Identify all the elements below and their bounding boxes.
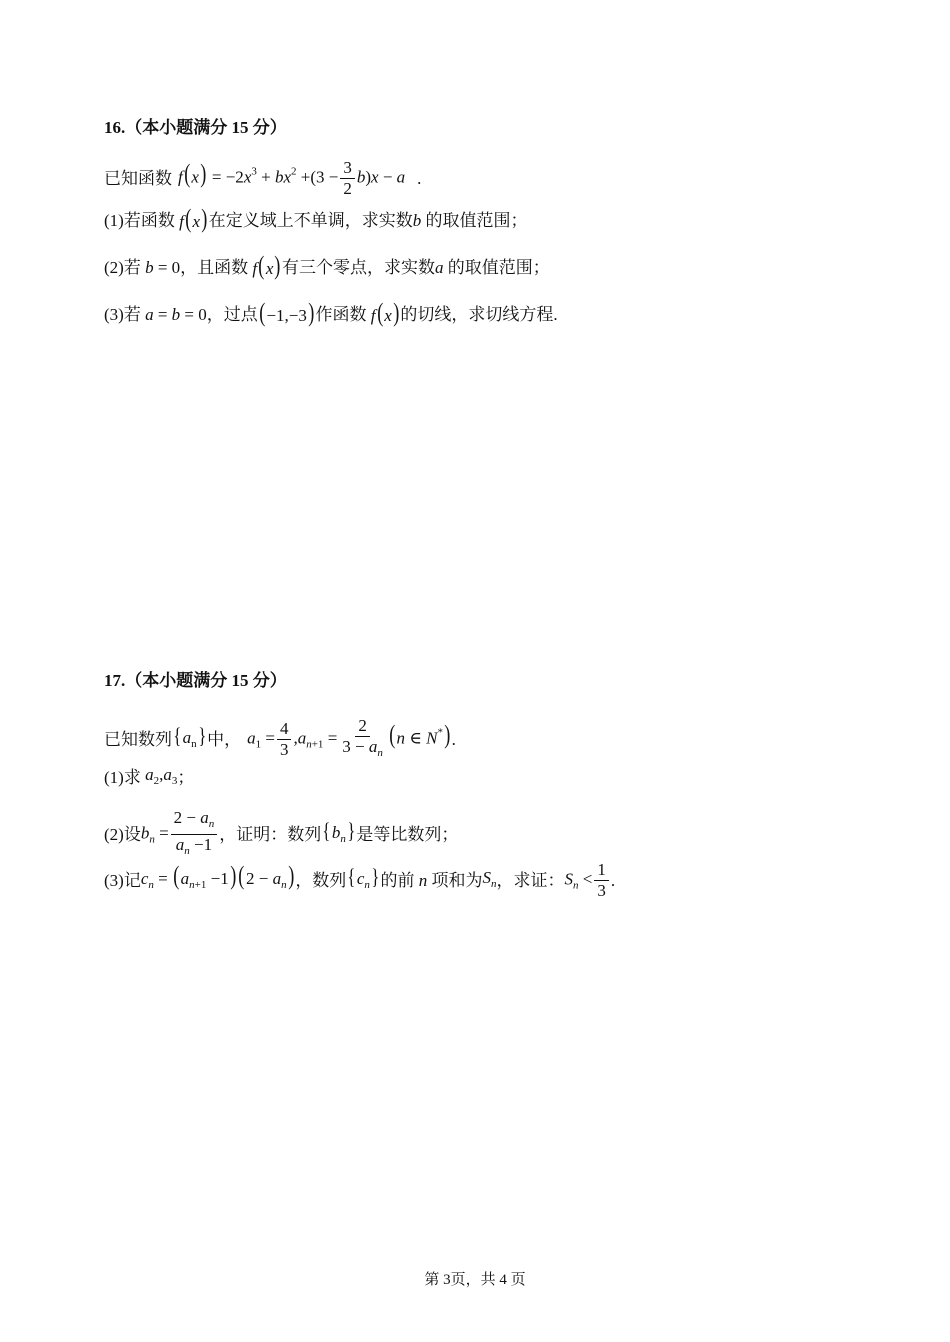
q17-part2: (2)设 $b_n$ = $\frac{2 - a_n}{a_n -1}$ ，证明：数列 $\{b_n\}$ 是等比数列； bbox=[104, 808, 459, 857]
q16-intro-prefix: 已知函数 bbox=[104, 168, 172, 188]
q16-intro-suffix: . bbox=[417, 168, 422, 188]
q16-intro bbox=[104, 158, 421, 199]
q16-part3: (3)若 a = b = 0 ，过点 (−1,−3) 作函数 f(x) 的切线，求切线方程. bbox=[104, 298, 558, 327]
page-footer: 第 3页，共 4 页 bbox=[424, 1272, 526, 1288]
q16-part1: (1)若函数 f(x) 在定义域上不单调，求实数 b 的取值范围； bbox=[104, 204, 528, 233]
q16-function-formula: $f(x) = -2x^3 + bx^2 +(3$ − $\frac{3}{2}$ b)x − a bbox=[178, 158, 406, 198]
q17-heading: 17.（本小题满分 15 分） bbox=[104, 671, 287, 690]
q17-intro: 已知数列 $\{a_n\}$ 中， $a_1$ = $\frac{4}{3}$ $,a_{n+1}$ = $\frac{2}{3 - a_n}$ (n ∈ N*) . bbox=[104, 716, 456, 763]
q17-part1: (1)求 $a_2,a_3$ ； bbox=[104, 765, 195, 787]
q17-recurrence: $a_1$ = $\frac{4}{3}$ $,a_{n+1}$ = $\frac{2}{3 - a_n}$ (n ∈ N*) bbox=[247, 716, 451, 759]
q16-part2: (2)若 b = 0 ，且函数 f(x) 有三个零点，求实数 a 的取值范围； bbox=[104, 251, 550, 280]
q16-heading: 16.（本小题满分 15 分） bbox=[104, 118, 287, 137]
q17-part3: (3)记 $c_n = (a_{n+1} -1) (2 - a_n)$ ，数列 $\{c_n\}$ 的前 n 项和为 $S_n$ ，求证： $S_n$ < $\frac{1}{3}$ . bbox=[104, 860, 616, 900]
